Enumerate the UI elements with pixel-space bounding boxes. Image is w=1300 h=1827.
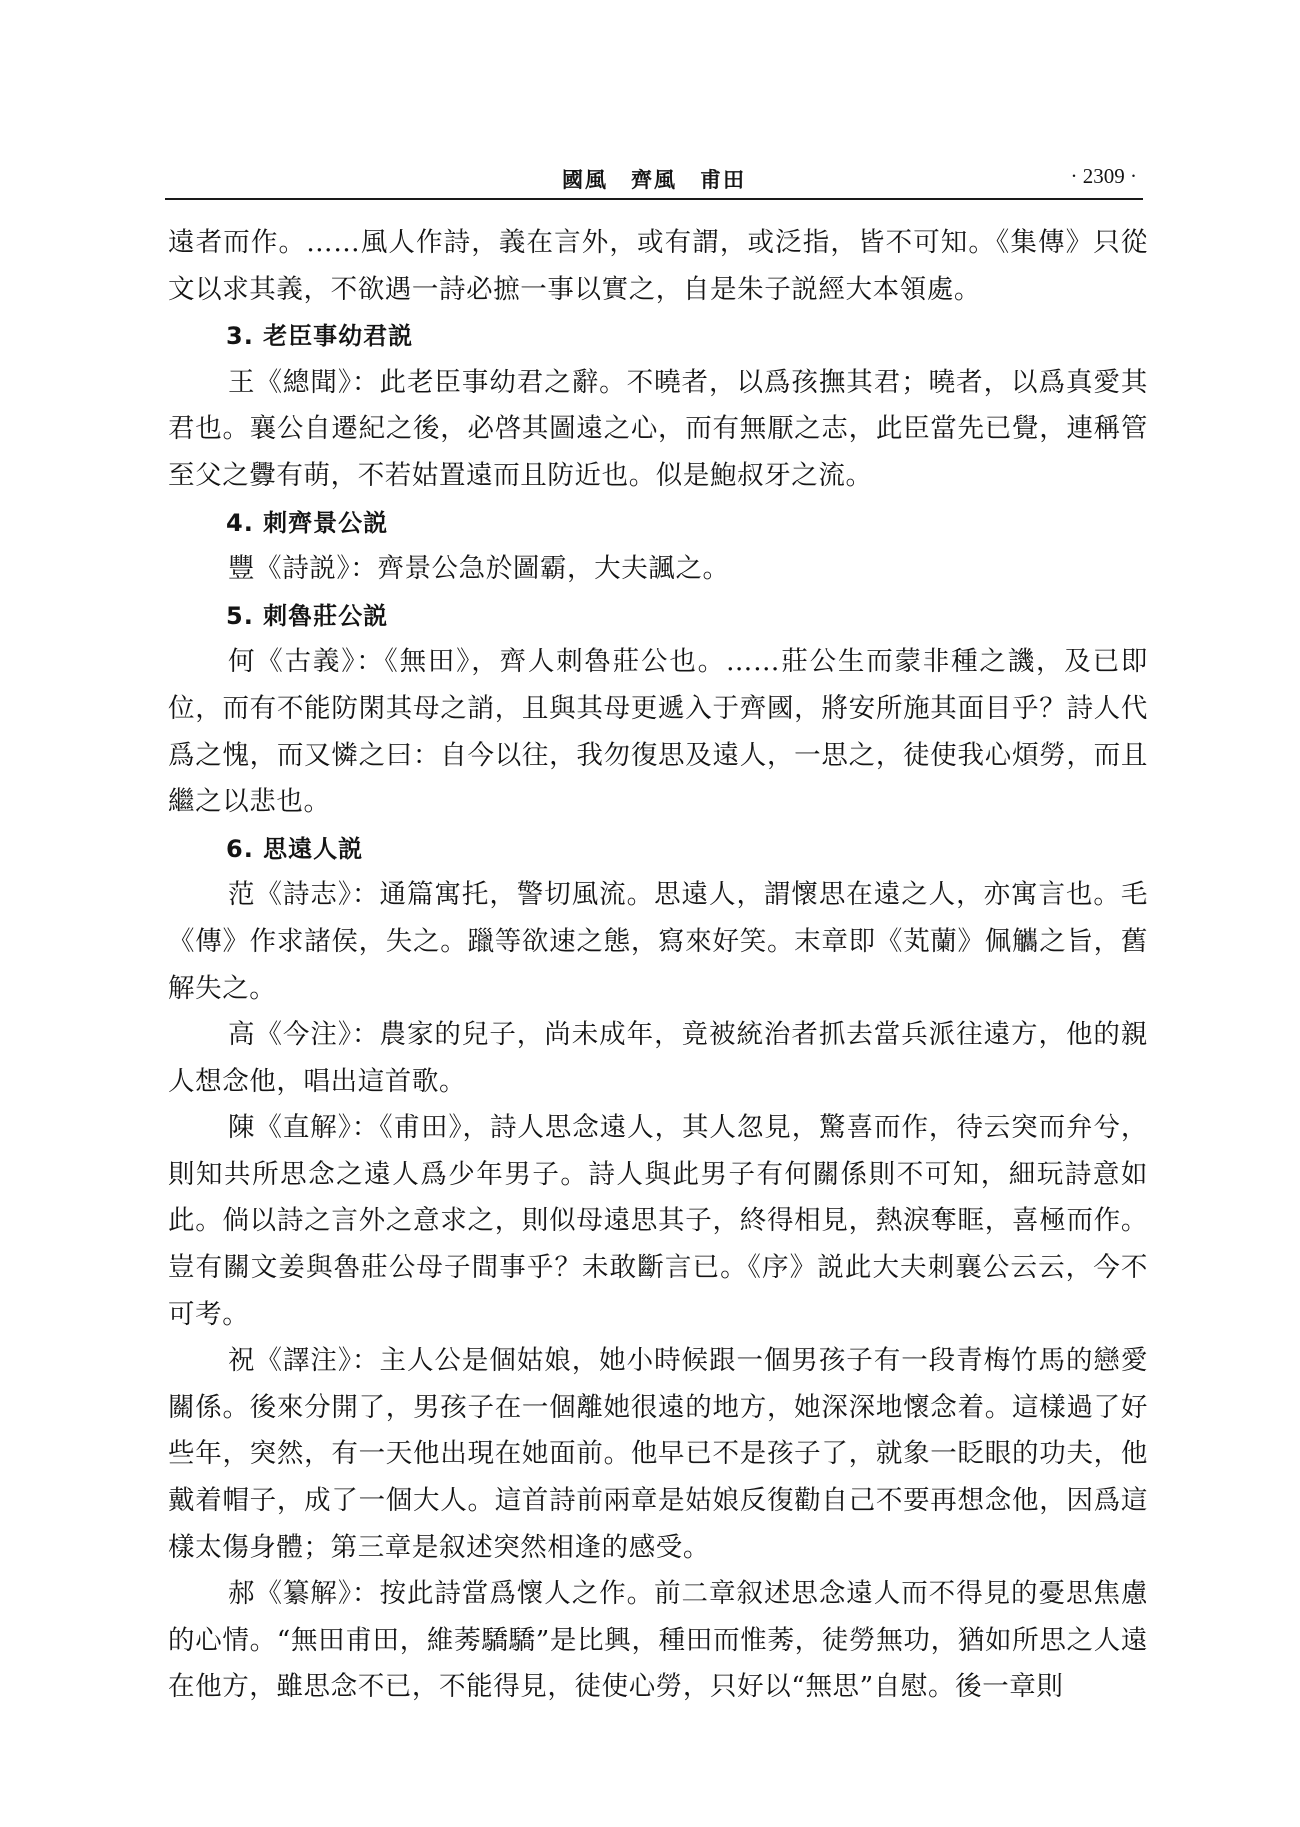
paragraph: 祝《譯注》：主人公是個姑娘，她小時候跟一個男孩子有一段青梅竹馬的戀愛關係。後來分開了，男孩子在一個離她很遠的地方，她深深地懷念着。這樣過了好些年，突然，有一天他出現在她面前。他早已不是孩子了，就象一眨眼的功夫，他戴着帽子，成了一個大人。這首詩前兩章是姑娘反復勸自己不要再想念他，因爲這樣太傷身體；第三章是叙述突然相逢的感受。 xyxy=(168,1345,1148,1563)
body-text xyxy=(168,220,1148,1711)
section-heading: 6. 思遠人説 xyxy=(226,834,364,863)
paragraph: 遠者而作。……風人作詩，義在言外，或有謂，或泛指，皆不可知。《集傳》只從文以求其義，不欲遇一詩必摭一事以實之，自是朱子説經大本領處。 xyxy=(168,227,1148,305)
section-heading: 4. 刺齊景公説 xyxy=(226,508,389,537)
paragraph: 豐《詩説》：齊景公急於圖霸，大夫諷之。 xyxy=(228,553,730,585)
page-number: · 2309 · xyxy=(1070,164,1137,188)
running-title: 國風 齊風 甫田 xyxy=(562,167,746,192)
paragraph: 范《詩志》：通篇寓托，警切風流。思遠人，謂懷思在遠之人，亦寓言也。毛《傳》作求諸侯，失之。躐等欲速之態，寫來好笑。末章即《芄蘭》佩觿之旨，舊解失之。 xyxy=(168,879,1148,1004)
section-heading: 5. 刺魯莊公説 xyxy=(226,601,389,630)
running-head xyxy=(165,160,1143,204)
paragraph: 陳《直解》：《甫田》，詩人思念遠人，其人忽見，驚喜而作，待云突而弁兮，則知共所思念之遠人爲少年男子。詩人與此男子有何關係則不可知，細玩詩意如此。倘以詩之言外之意求之，則似母遠思其子，終得相見，熱淚奪眶，喜極而作。豈有關文姜與魯莊公母子間事乎？未敢斷言已。《序》説此大夫刺襄公云云，今不可考。 xyxy=(168,1112,1148,1330)
paragraph: 王《總聞》：此老臣事幼君之辭。不曉者，以爲孩撫其君；曉者，以爲真愛其君也。襄公自遷紀之後，必啓其圖遠之心，而有無厭之志，此臣當先已覺，連稱管至父之釁有萌，不若姑置遠而且防近也。似是鮑叔牙之流。 xyxy=(168,366,1148,491)
paragraph: 何《古義》：《無田》，齊人刺魯莊公也。……莊公生而蒙非種之譏，及已即位，而有不能防閑其母之誚，且與其母更遞入于齊國，將安所施其面目乎？詩人代爲之愧，而又憐之曰：自今以往，我勿復思及遠人，一思之，徒使我心煩勞，而且繼之以悲也。 xyxy=(168,646,1148,818)
section-heading: 3. 老臣事幼君説 xyxy=(226,322,414,351)
paragraph: 郝《纂解》：按此詩當爲懷人之作。前二章叙述思念遠人而不得見的憂思焦慮的心情。“無田甫田，維莠驕驕”是比興，種田而惟莠，徒勞無功，猶如所思之人遠在他方，雖思念不已，不能得見，徒使心勞，只好以“無思”自慰。後一章則 xyxy=(168,1578,1148,1703)
paragraph: 高《今注》：農家的兒子，尚未成年，竟被統治者抓去當兵派往遠方，他的親人想念他，唱出這首歌。 xyxy=(168,1019,1148,1097)
header-rule xyxy=(165,198,1143,200)
